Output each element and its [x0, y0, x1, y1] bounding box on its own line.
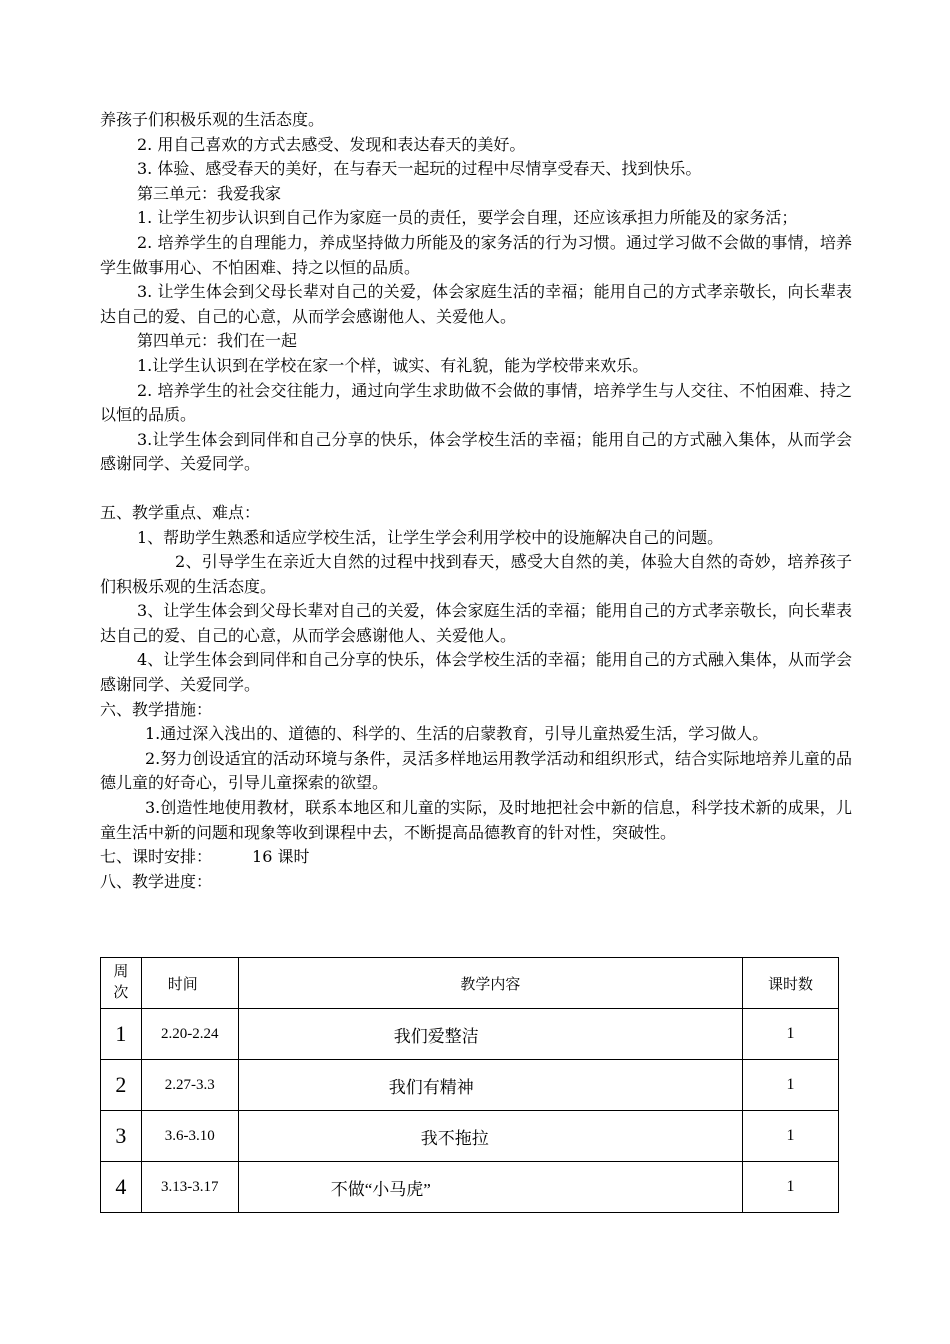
paragraph: 4、让学生体会到同伴和自己分享的快乐，体会学校生活的幸福；能用自己的方式融入集体，从而学会感谢同学、关爱同学。 [100, 650, 852, 695]
unit-heading: 第三单元：我爱我家 [137, 183, 282, 203]
cell-content: 我们有精神 [238, 1060, 742, 1111]
paragraph: 3. 体验、感受春天的美好，在与春天一起玩的过程中尽情享受春天、找到快乐。 [137, 159, 702, 179]
section-heading: 五、教学重点、难点： [100, 502, 261, 522]
document-body [100, 108, 852, 894]
table-row [101, 1162, 839, 1213]
paragraph: 1.通过深入浅出的、道德的、科学的、生活的启蒙教育，引导儿童热爱生活，学习做人。 [145, 724, 769, 744]
header-week [101, 958, 142, 1009]
paragraph: 2. 用自己喜欢的方式去感受、发现和表达春天的美好。 [137, 134, 526, 154]
unit-heading: 第四单元：我们在一起 [137, 331, 298, 351]
hours-value: 16 课时 [252, 847, 310, 867]
cell-content: 不做“小马虎” [238, 1162, 742, 1213]
header-week-text: 周次 [113, 964, 129, 1001]
cell-hours: 1 [742, 1060, 838, 1111]
cell-time: 2.27-3.3 [141, 1060, 238, 1111]
cell-content: 我们爱整洁 [238, 1009, 742, 1060]
spacer [100, 477, 852, 501]
cell-time: 3.6-3.10 [141, 1111, 238, 1162]
section-heading: 六、教学措施： [100, 699, 213, 719]
paragraph: 3.创造性地使用教材，联系本地区和儿童的实际，及时地把社会中新的信息，科学技术新的成果，儿童生活中新的问题和现象等收到课程中去，不断提高品德教育的针对性，突破性。 [100, 798, 852, 842]
paragraph: 3、让学生体会到父母长辈对自己的关爱，体会家庭生活的幸福；能用自己的方式孝亲敬长，向长辈表达自己的爱、自己的心意，从而学会感谢他人、关爱他人。 [100, 601, 852, 645]
table-row [101, 1009, 839, 1060]
cell-hours: 1 [742, 1111, 838, 1162]
paragraph: 3. 让学生体会到父母长辈对自己的关爱，体会家庭生活的幸福；能用自己的方式孝亲敬长，向长辈表达自己的爱、自己的心意，从而学会感谢他人、关爱他人。 [100, 282, 852, 326]
hours-label: 七、课时安排： [100, 847, 213, 867]
cell-week: 1 [101, 1009, 142, 1060]
table-header-row [101, 958, 839, 1009]
section-heading: 八、教学进度： [100, 871, 213, 891]
header-content: 教学内容 [238, 958, 742, 1009]
header-time: 时间 [141, 958, 238, 1009]
header-hours: 课时数 [742, 958, 838, 1009]
schedule-table [100, 957, 839, 1213]
table-row [101, 1111, 839, 1162]
cell-time: 2.20-2.24 [141, 1009, 238, 1060]
paragraph: 2. 培养学生的自理能力，养成坚持做力所能及的家务活的行为习惯。通过学习做不会做的事情，培养学生做事用心、不怕困难、持之以恒的品质。 [100, 232, 852, 277]
cell-week: 4 [101, 1162, 142, 1213]
paragraph: 1.让学生认识到在学校在家一个样，诚实、有礼貌，能为学校带来欢乐。 [137, 355, 649, 375]
cell-hours: 1 [742, 1162, 838, 1213]
cell-week: 2 [101, 1060, 142, 1111]
cell-content: 我不拖拉 [238, 1111, 742, 1162]
paragraph: 2.努力创设适宜的活动环境与条件，灵活多样地运用教学活动和组织形式，结合实际地培养儿童的品德儿童的好奇心，引导儿童探索的欲望。 [100, 748, 852, 793]
cell-time: 3.13-3.17 [141, 1162, 238, 1213]
cell-week: 3 [101, 1111, 142, 1162]
paragraph: 养孩子们积极乐观的生活态度。 [100, 110, 325, 129]
table-row [101, 1060, 839, 1111]
paragraph: 2. 培养学生的社会交往能力，通过向学生求助做不会做的事情，培养学生与人交往、不怕困难、持之以恒的品质。 [100, 380, 852, 425]
cell-hours: 1 [742, 1009, 838, 1060]
paragraph: 1. 让学生初步认识到自己作为家庭一员的责任，要学会自理，还应该承担力所能及的家务活； [137, 208, 798, 228]
hours-line [100, 845, 852, 870]
paragraph: 2、引导学生在亲近大自然的过程中找到春天，感受大自然的美，体验大自然的奇妙，培养孩子们积极乐观的生活态度。 [100, 552, 852, 596]
paragraph: 3.让学生体会到同伴和自己分享的快乐，体会学校生活的幸福；能用自己的方式融入集体，从而学会感谢同学、关爱同学。 [100, 429, 852, 474]
paragraph: 1、帮助学生熟悉和适应学校生活，让学生学会利用学校中的设施解决自己的问题。 [137, 527, 724, 547]
